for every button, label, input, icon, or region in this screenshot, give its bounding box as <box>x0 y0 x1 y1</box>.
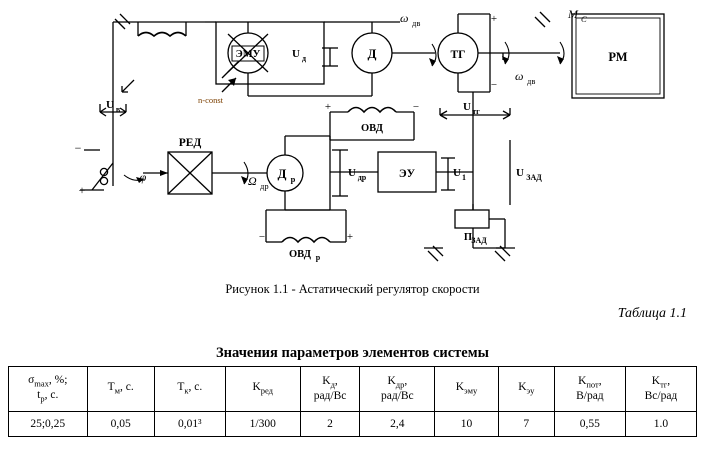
label-pzad-sub: ЗАД <box>471 236 487 245</box>
label-ud-sub: д <box>301 54 307 63</box>
label-minus-ovd-bottom: − <box>258 231 266 243</box>
value-cell: 10 <box>435 412 499 437</box>
table-label: Таблица 1.1 <box>617 306 687 321</box>
value-cell: 25;0,25 <box>9 412 88 437</box>
label-ovd-bottom: ОВД <box>289 249 311 260</box>
label-uv: U <box>106 99 114 111</box>
label-utg: U <box>463 101 471 113</box>
value-cell: 0,01³ <box>154 412 225 437</box>
figure-caption: Рисунок 1.1 - Астатический регулятор скорости <box>225 282 480 296</box>
value-cell: 2 <box>300 412 360 437</box>
label-omega-dr: Ω <box>248 174 257 188</box>
header-cell: $K_{ред}$ <box>225 367 300 412</box>
label-ovd-bottom-sub: р <box>315 253 321 262</box>
label-plus-ovd-bottom: + <box>346 231 354 243</box>
label-rm: РМ <box>608 50 628 64</box>
label-plus-source: + <box>78 183 86 197</box>
value-cell: 0,55 <box>554 412 625 437</box>
label-tg: ТГ <box>450 49 466 61</box>
value-cell: 7 <box>498 412 554 437</box>
label-minus-tg: − <box>490 79 498 91</box>
label-emu: ЭМУ <box>235 49 261 60</box>
label-dr: Д <box>277 166 287 181</box>
label-uzad-sub: ЗАД <box>526 173 542 182</box>
value-cell: 2,4 <box>360 412 435 437</box>
header-cell: $T_м$, с. <box>87 367 154 412</box>
label-minus-ovd-top: − <box>412 101 420 113</box>
table-header-row <box>9 367 697 412</box>
label-udr: U <box>348 167 356 179</box>
label-uzad: U <box>516 167 524 179</box>
label-mc-sub: C <box>581 14 587 24</box>
header-cell: $T_к$, с. <box>154 367 225 412</box>
header-cell: $K_{эму}$ <box>435 367 499 412</box>
label-uv-sub: в <box>115 105 121 114</box>
value-cell: 1.0 <box>625 412 696 437</box>
value-cell: 0,05 <box>87 412 154 437</box>
header-cell: $K_{пот}$, В/рад <box>554 367 625 412</box>
label-ud: U <box>292 48 300 60</box>
label-minus-source: − <box>74 141 82 155</box>
header-cell: $K_д$, рад/Вс <box>300 367 360 412</box>
label-dr-sub: р <box>290 174 296 184</box>
label-u1-sub: 1 <box>462 173 466 182</box>
parameters-table <box>8 366 697 437</box>
label-u1: U <box>453 167 461 179</box>
label-omega-dv: ω <box>400 11 409 25</box>
label-plus-ovd-top: + <box>324 101 332 113</box>
label-ovd-top: ОВД <box>361 123 383 134</box>
label-n-const: n-const <box>198 95 224 105</box>
label-plus-tg: + <box>490 13 498 25</box>
label-omega-dv2: ω <box>515 69 524 83</box>
header-cell: $\sigma_{max}$, %; $t_р$, с. <box>9 367 88 412</box>
label-omega-dr-sub: др <box>260 181 269 191</box>
label-phi: φ <box>139 170 147 184</box>
label-omega-dv2-sub: дв <box>527 76 536 86</box>
label-omega-dv-sub: дв <box>412 18 421 28</box>
table-row <box>9 412 697 437</box>
value-cell: 1/300 <box>225 412 300 437</box>
header-cell: $K_{эу}$ <box>498 367 554 412</box>
label-red: РЕД <box>178 137 202 149</box>
label-mc: M <box>568 7 578 21</box>
table-title: Значения параметров элементов системы <box>216 345 489 361</box>
label-d: Д <box>367 46 377 61</box>
label-udr-sub: др <box>357 173 367 182</box>
label-utg-sub: тг <box>472 107 480 116</box>
header-cell: $K_{др}$, рад/Вс <box>360 367 435 412</box>
header-cell: $K_{тг}$, Вс/рад <box>625 367 696 412</box>
label-pzad: П <box>463 232 473 243</box>
label-eu: ЭУ <box>398 168 416 180</box>
